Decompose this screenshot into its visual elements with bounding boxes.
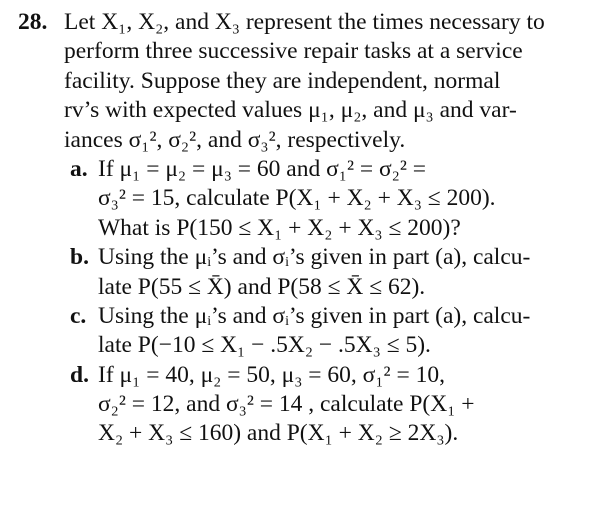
part-c-line-1 (18, 302, 602, 331)
part-a-text-1: If μ₁ = μ₂ = μ₃ = 60 and σ₁² = σ₂² = (98, 155, 427, 182)
part-d-label: d. (70, 361, 89, 388)
part-a-text-2: σ₃² = 15, calculate P(X₁ + X₂ + X₃ ≤ 200). (98, 185, 496, 212)
part-a-label: a. (70, 155, 88, 182)
part-c-text-2: late P(−10 ≤ X₁ − .5X₂ − .5X₃ ≤ 5). (98, 332, 431, 359)
part-b-text-2: late P(55 ≤ X̄) and P(58 ≤ X̄ ≤ 62). (98, 273, 426, 300)
part-b-text-1: Using the μᵢ’s and σᵢ’s given in part (a), calcu- (98, 244, 531, 271)
part-d-line-1 (18, 361, 602, 390)
problem-text-line-1: Let X₁, X₂, and X₃ represent the times necessary to (64, 9, 545, 35)
problem-line (18, 8, 602, 37)
problem-text-line-4: rv’s with expected values μ₁, μ₂, and μ₃ and var- (64, 97, 517, 124)
exercise-28 (18, 8, 602, 449)
part-d-text-2: σ₂² = 12, and σ₃² = 14 , calculate P(X₁ + (98, 391, 475, 418)
part-b-label: b. (70, 244, 89, 271)
problem-text-line-3: facility. Suppose they are independent, normal (64, 67, 501, 94)
part-a-text-3: What is P(150 ≤ X₁ + X₂ + X₃ ≤ 200)? (98, 214, 461, 241)
part-b-line-1 (18, 243, 602, 272)
problem-number: 28. (18, 9, 48, 35)
part-c-label: c. (70, 302, 87, 329)
part-d-text-3: X₂ + X₃ ≤ 160) and P(X₁ + X₂ ≥ 2X₃). (98, 420, 459, 447)
part-d-text-1: If μ₁ = 40, μ₂ = 50, μ₃ = 60, σ₁² = 10, (98, 361, 445, 388)
problem-text-line-2: perform three successive repair tasks at a service (64, 38, 523, 65)
problem-text-line-5: iances σ₁², σ₂², and σ₃², respectively. (64, 126, 406, 153)
part-a-line-1 (18, 155, 602, 184)
part-c-text-1: Using the μᵢ’s and σᵢ’s given in part (a), calcu- (98, 302, 531, 329)
